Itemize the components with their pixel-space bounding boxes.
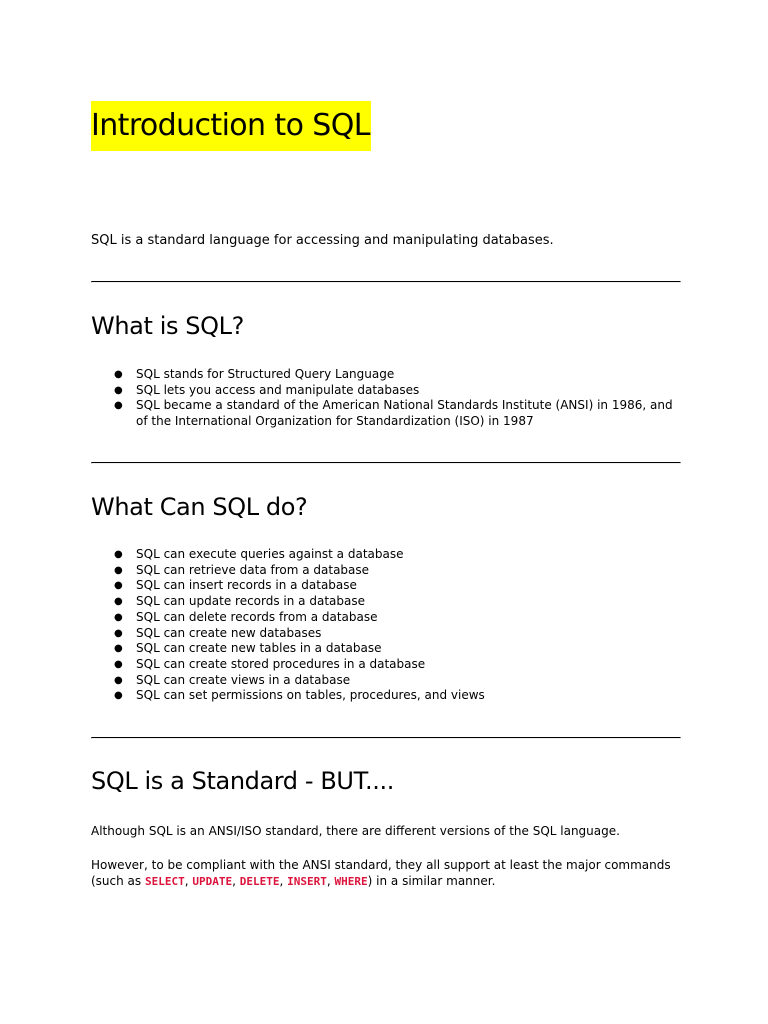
bullet-icon: ●: [114, 674, 123, 686]
bullet-icon: ●: [114, 643, 123, 655]
section-heading-what-can-sql-do: What Can SQL do?: [91, 493, 308, 521]
keyword-where: WHERE: [334, 875, 368, 888]
bullet-icon: ●: [114, 690, 123, 702]
keyword-insert: INSERT: [287, 875, 327, 888]
list-item: ● SQL can delete records from a database: [114, 609, 378, 624]
intro-text: SQL is a standard language for accessing and manipulating databases.: [91, 233, 554, 248]
list-item: ● SQL became a standard of the American National Standards Institute (ANSI) in 1986, and of the International Organization for Standardization (ISO) in 1987: [114, 398, 673, 429]
divider: [91, 281, 681, 283]
what-can-sql-do-list: [91, 547, 679, 704]
standard-paragraph-2: However, to be compliant with the ANSI standard, they all support at least the major commands (such as SELECT, UPDATE, DELETE, INSERT, WHERE) in a similar manner.: [91, 858, 671, 888]
keyword-select: SELECT: [144, 875, 185, 888]
list-item: ● SQL can insert records in a database: [114, 578, 357, 593]
bullet-icon: ●: [114, 400, 123, 412]
list-item: ● SQL can retrieve data from a database: [114, 562, 370, 577]
list-item: ● SQL can execute queries against a database: [114, 547, 404, 561]
bullet-icon: ●: [114, 611, 123, 623]
bullet-icon: ●: [114, 596, 123, 608]
list-item: ● SQL can create new databases: [114, 625, 322, 640]
list-item: ● SQL can create views in a database: [114, 672, 351, 687]
bullet-icon: ●: [114, 564, 123, 576]
what-is-sql-list: [91, 367, 679, 430]
bullet-icon: ●: [114, 627, 123, 639]
standard-paragraph-1: Although SQL is an ANSI/ISO standard, there are different versions of the SQL language.: [91, 824, 620, 838]
section-heading-what-is-sql: What is SQL?: [91, 312, 244, 340]
list-item: ● SQL lets you access and manipulate databases: [114, 382, 420, 397]
keyword-update: UPDATE: [192, 875, 233, 888]
bullet-icon: ●: [114, 658, 123, 670]
list-item: ● SQL can create new tables in a database: [114, 641, 382, 656]
list-item: ● SQL can create stored procedures in a database: [114, 656, 426, 671]
list-item: ● SQL stands for Structured Query Language: [114, 367, 395, 381]
list-item: ● SQL can set permissions on tables, procedures, and views: [114, 688, 485, 703]
page-title: Introduction to SQL: [91, 101, 371, 151]
bullet-icon: ●: [114, 580, 123, 592]
section-heading-sql-is-a-standard: SQL is a Standard - BUT....: [91, 767, 394, 795]
list-item: ● SQL can update records in a database: [114, 594, 365, 609]
bullet-icon: ●: [114, 384, 123, 396]
divider: [91, 462, 681, 464]
bullet-icon: ●: [114, 549, 123, 560]
keyword-delete: DELETE: [239, 875, 280, 888]
bullet-icon: ●: [114, 369, 123, 380]
divider: [91, 737, 681, 739]
